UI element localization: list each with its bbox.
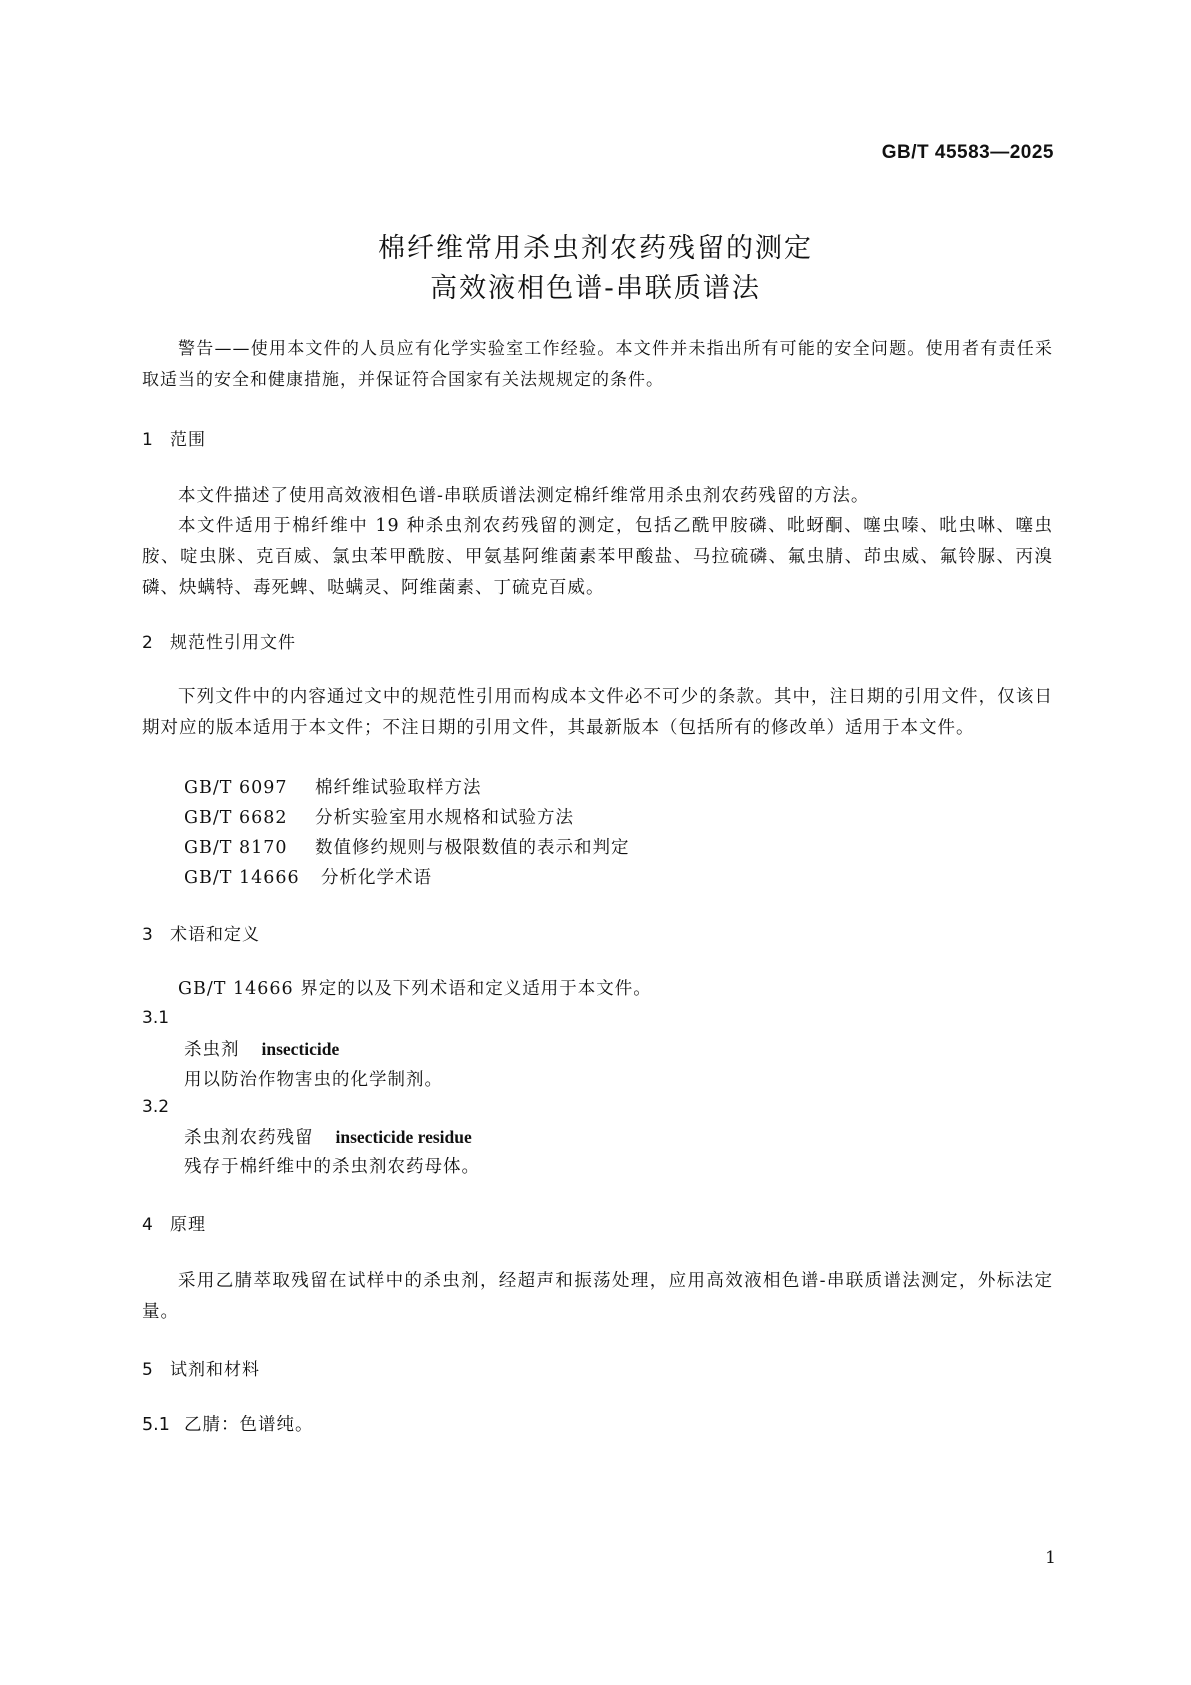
document-title-line1: 棉纤维常用杀虫剂农药残留的测定: [378, 233, 813, 264]
section-title: 试剂和材料: [170, 1360, 260, 1380]
section-2-heading: [142, 628, 296, 653]
section-number: 3: [142, 925, 154, 945]
term-english: insecticide residue: [335, 1127, 472, 1147]
term-title: [184, 1124, 472, 1149]
term-english: insecticide: [261, 1039, 340, 1059]
scope-paragraph-2: 本文件适用于棉纤维中 19 种杀虫剂农药残留的测定，包括乙酰甲胺磷、吡蚜酮、噻虫嗪、吡虫啉、噻虫胺、啶虫脒、克百威、氯虫苯甲酰胺、甲氨基阿维菌素苯甲酸盐、马拉硫磷、氟虫腈、茚虫威、氟铃脲、丙溴磷、炔螨特、毒死蜱、哒螨灵、阿维菌素、丁硫克百威。: [142, 516, 1053, 598]
section-number: 1: [142, 430, 154, 450]
term-definition: 用以防治作物害虫的化学制剂。: [184, 1070, 443, 1090]
reference-code: GB/T 6097: [184, 778, 288, 798]
reference-name: 分析化学术语: [321, 868, 432, 888]
subclause-item: [142, 1411, 314, 1436]
term-number: 3.2: [142, 1097, 170, 1117]
reference-name: 分析实验室用水规格和试验方法: [315, 808, 574, 828]
reference-code: GB/T 14666: [184, 868, 300, 888]
section-number: 4: [142, 1215, 154, 1235]
section-title: 规范性引用文件: [170, 633, 296, 653]
principle-paragraph: 采用乙腈萃取残留在试样中的杀虫剂，经超声和振荡处理，应用高效液相色谱-串联质谱法测定，外标法定量。: [142, 1271, 1053, 1322]
page-number: 1: [1045, 1548, 1056, 1568]
subclause-number: 5.1: [142, 1415, 170, 1435]
reference-item: [184, 834, 630, 859]
term-title: [184, 1036, 339, 1061]
document-title-line2: 高效液相色谱-串联质谱法: [430, 273, 761, 304]
reference-name: 数值修约规则与极限数值的表示和判定: [315, 838, 630, 858]
term-chinese: 杀虫剂农药残留: [184, 1128, 314, 1148]
term-chinese: 杀虫剂: [184, 1040, 240, 1060]
reference-name: 棉纤维试验取样方法: [315, 778, 482, 798]
section-number: 5: [142, 1360, 154, 1380]
normative-references-paragraph: 下列文件中的内容通过文中的规范性引用而构成本文件必不可少的条款。其中，注日期的引用文件，仅该日期对应的版本适用于本文件；不注日期的引用文件，其最新版本（包括所有的修改单）适用于本文件。: [142, 687, 1053, 738]
section-title: 范围: [170, 430, 206, 450]
section-4-heading: [142, 1210, 206, 1235]
section-title: 术语和定义: [170, 925, 260, 945]
reference-item: [184, 774, 482, 799]
section-title: 原理: [170, 1215, 206, 1235]
term-number: 3.1: [142, 1008, 170, 1028]
section-3-heading: [142, 920, 260, 945]
reference-code: GB/T 8170: [184, 838, 288, 858]
subclause-text: 乙腈：色谱纯。: [184, 1415, 314, 1435]
term-definition: 残存于棉纤维中的杀虫剂农药母体。: [184, 1157, 480, 1177]
standard-number: GB/T 45583—2025: [881, 142, 1054, 163]
reference-item: [184, 804, 574, 829]
safety-warning: 警告——使用本文件的人员应有化学实验室工作经验。本文件并未指出所有可能的安全问题。使用者有责任采取适当的安全和健康措施，并保证符合国家有关法规规定的条件。: [142, 339, 1053, 390]
reference-code: GB/T 6682: [184, 808, 288, 828]
section-number: 2: [142, 633, 154, 653]
terms-intro-paragraph: GB/T 14666 界定的以及下列术语和定义适用于本文件。: [178, 979, 652, 999]
reference-item: [184, 864, 432, 889]
scope-paragraph-1: 本文件描述了使用高效液相色谱-串联质谱法测定棉纤维常用杀虫剂农药残留的方法。: [178, 486, 870, 506]
section-1-heading: [142, 425, 206, 450]
section-5-heading: [142, 1355, 260, 1380]
